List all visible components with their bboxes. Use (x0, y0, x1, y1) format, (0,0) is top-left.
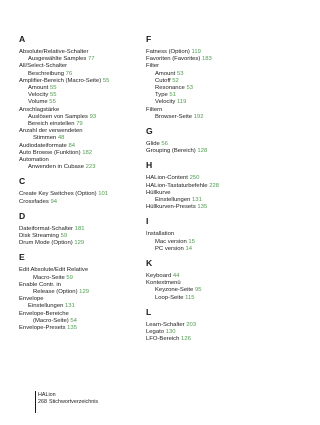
index-page-link[interactable]: 59 (66, 274, 73, 281)
footer-divider (35, 391, 36, 413)
index-subentry (146, 85, 268, 92)
index-subentry (19, 114, 141, 121)
index-entry-text: Filter (146, 63, 160, 70)
index-letter-heading: K (146, 258, 153, 269)
index-entry (19, 157, 141, 164)
index-page-link[interactable]: 183 (201, 56, 212, 63)
index-page-link[interactable]: 203 (186, 321, 197, 328)
index-entry-text: Grouping (Bereich) (146, 148, 196, 155)
index-entry-text: Envelope (19, 296, 44, 303)
index-page-link[interactable]: 130 (165, 329, 176, 336)
index-entry-text: Loop-Seite (155, 294, 184, 301)
index-entry-text: HALion-Content (146, 175, 188, 182)
index-page-link[interactable]: 53 (186, 85, 194, 92)
index-letter-heading: C (19, 176, 26, 187)
index-subentry (146, 78, 268, 85)
index-subentry (19, 303, 141, 310)
index-subentry (146, 99, 268, 106)
index-entry-text: Legato (146, 329, 165, 336)
index-subentry (146, 71, 268, 78)
index-entry-text: Keyzone-Seite (155, 287, 194, 294)
index-page-link[interactable]: 128 (197, 148, 208, 155)
index-entry-text: Audiodateiformate (19, 142, 67, 149)
index-entry-text: Edit Absolute/Edit Relative (19, 267, 89, 274)
index-page-link[interactable]: 56 (161, 141, 168, 148)
index-entry-text: Amount (28, 85, 49, 92)
index-page-link[interactable]: 53 (176, 70, 184, 77)
index-subentry (146, 197, 268, 204)
index-entry (19, 150, 141, 157)
index-entry (146, 148, 268, 155)
index-page-link[interactable]: 119 (191, 49, 201, 55)
index-entry-text: Anzahl der verwendeten (19, 128, 83, 135)
index-entry (19, 233, 141, 240)
index-entry (146, 183, 268, 190)
index-page-link[interactable]: 55 (49, 92, 57, 99)
index-subentry (19, 164, 141, 171)
index-entry-text: Keyboard (146, 273, 172, 280)
index-entry (146, 329, 268, 336)
index-entry-text: Dateiformat-Schalter (19, 225, 74, 232)
index-page-link[interactable]: 129 (74, 240, 85, 247)
index-page-link[interactable]: 131 (192, 197, 202, 204)
index-entry-continuation-text: Release (Option) (33, 289, 78, 296)
index-entry-text: Crossfades (19, 198, 49, 205)
index-page-link[interactable]: 181 (74, 225, 85, 232)
index-subentry (146, 246, 268, 253)
index-subentry (146, 295, 268, 302)
index-entry-text: Anwenden in Cubase (28, 164, 85, 171)
index-entry-text: Envelope-Bereiche (19, 310, 69, 317)
index-entry-continuation (19, 318, 141, 325)
index-page-link[interactable]: 14 (185, 245, 193, 252)
index-entry (146, 273, 268, 280)
index-entry-text: Type (155, 92, 168, 99)
index-entry-text: Automation (19, 157, 49, 164)
index-subentry (19, 85, 141, 92)
index-entry-text: PC version (155, 245, 184, 252)
index-entry-continuation-text: Macro-Seite (33, 274, 65, 281)
index-page-link[interactable]: 48 (57, 135, 65, 142)
index-entry (146, 56, 268, 63)
footer-product: HALion (38, 392, 56, 398)
index-entry-text: LFO-Bereich (146, 336, 180, 343)
index-entry (19, 311, 141, 325)
index-page-link[interactable]: 228 (209, 182, 220, 189)
index-entry (19, 296, 141, 303)
index-entry-text: Volume (28, 99, 48, 106)
index-subentry (146, 92, 268, 99)
index-entry-text: Bereich einstellen (28, 121, 75, 128)
index-entry (146, 49, 268, 56)
index-page-link[interactable]: 59 (60, 233, 68, 240)
index-entry (19, 226, 141, 233)
index-page-link[interactable]: 55 (49, 85, 57, 92)
index-entry-text: Resonance (155, 85, 185, 92)
index-entry-text: Drum Mode (Option) (19, 240, 73, 247)
index-page-link[interactable]: 129 (79, 289, 90, 296)
index-entry-text: Hüllkurven-Presets (146, 204, 196, 211)
index-letter-heading: I (146, 216, 149, 227)
footer-page-number: 268 (38, 399, 47, 405)
index-page-link[interactable]: 84 (68, 142, 76, 149)
index-entry-text: Learn-Schalter (146, 321, 185, 328)
index-column-left (19, 34, 141, 332)
index-page-link[interactable]: 119 (176, 99, 187, 106)
index-letter-heading: F (146, 34, 152, 44)
index-entry (19, 107, 141, 114)
index-entry (146, 280, 268, 287)
page-footer (38, 392, 98, 406)
index-page-link[interactable]: 52 (172, 77, 179, 84)
index-entry-continuation-text: (Macro-Seite) (33, 317, 69, 324)
index-page-link[interactable]: 77 (87, 56, 95, 63)
index-page-link[interactable]: 94 (50, 198, 57, 205)
index-entry (146, 107, 268, 114)
index-page-link[interactable]: 76 (65, 70, 73, 77)
index-entry-text: Filtern (146, 106, 163, 113)
index-entry-text: Envelope-Presets (19, 325, 66, 332)
index-letter-heading: A (19, 34, 26, 44)
index-page-link[interactable]: 79 (76, 121, 83, 128)
index-subentry (146, 239, 268, 246)
index-entry-text: Ausgewählte Samples (28, 56, 87, 63)
index-entry-text: Velocity (155, 99, 176, 106)
index-entry-text: Cutoff (155, 77, 171, 84)
index-entry-text: HALion-Tastaturbefehle (146, 182, 208, 189)
index-entry-continuation-text: Stimmen (33, 135, 57, 142)
index-entry-text: Anschlagstärke (19, 106, 60, 113)
index-entry (19, 191, 141, 198)
index-page-link[interactable]: 54 (70, 317, 77, 324)
index-entry (146, 204, 268, 211)
index-page-link[interactable]: 135 (67, 325, 77, 332)
index-entry-text: Auto Browse (Funktion) (19, 149, 81, 156)
index-subentry (146, 287, 268, 294)
index-entry (19, 49, 141, 56)
index-entry-text: Glide (146, 141, 160, 148)
index-entry-text: Disk Streaming (19, 233, 59, 240)
index-page-link[interactable]: 51 (169, 92, 176, 99)
index-subentry (19, 71, 141, 78)
index-page-link[interactable]: 15 (188, 238, 195, 245)
index-entry (19, 143, 141, 150)
index-page-link[interactable]: 101 (98, 191, 109, 198)
index-page-link[interactable]: 131 (65, 303, 75, 310)
index-entry (19, 128, 141, 142)
index-page-link[interactable]: 115 (185, 294, 195, 301)
index-entry (19, 267, 141, 281)
footer-section-title: Stichwortverzeichnis (49, 399, 99, 405)
index-entry (19, 63, 141, 70)
index-page-link[interactable]: 192 (193, 113, 204, 120)
index-entry (146, 190, 268, 197)
index-letter-heading: E (19, 252, 25, 263)
index-entry-continuation (19, 289, 141, 296)
index-page-link[interactable]: 250 (189, 175, 200, 182)
index-letter-heading: H (146, 160, 153, 171)
index-entry (146, 175, 268, 182)
index-entry-continuation (19, 135, 141, 142)
index-entry-text: Einstellungen (155, 197, 191, 204)
index-entry (19, 240, 141, 247)
index-entry (19, 325, 141, 332)
index-entry (19, 78, 141, 85)
index-entry-text: Installation (146, 231, 175, 238)
index-entry-text: Kontextmenü (146, 280, 181, 287)
index-letter-heading: L (146, 306, 152, 317)
index-entry (146, 336, 268, 343)
index-page-link[interactable]: 55 (49, 99, 56, 106)
index-entry-text: Absolute/Relative-Schalter (19, 49, 89, 55)
index-page-link[interactable]: 135 (197, 204, 208, 211)
index-entry-text: Fatness (Option) (146, 49, 190, 55)
index-page-link[interactable]: 182 (82, 149, 93, 156)
index-entry (146, 63, 268, 70)
index-page-link[interactable]: 44 (172, 273, 180, 280)
index-entry-text: Amount (155, 70, 176, 77)
index-entry-text: All/Select-Schalter (19, 63, 68, 70)
index-entry-text: Favoriten (Favorites) (146, 56, 201, 63)
index-entry-continuation (19, 275, 141, 282)
index-entry-text: Amplifier-Bereich (Macro-Seite) (19, 77, 102, 84)
index-entry-text: Create Key Switches (Option) (19, 191, 97, 198)
index-subentry (146, 114, 268, 121)
index-entry-text: Velocity (28, 92, 49, 99)
index-entry-text: Enable Contr. in (19, 281, 61, 288)
index-entry (146, 231, 268, 238)
index-page-link[interactable]: 95 (194, 287, 202, 294)
index-entry-text: Browser-Seite (155, 113, 192, 120)
index-page-link[interactable]: 93 (89, 113, 97, 120)
index-entry-text: Hüllkurve (146, 189, 171, 196)
index-entry-text: Beschreibung (28, 70, 65, 77)
index-entry-text: Mac version (155, 238, 187, 245)
index-entry (146, 322, 268, 329)
index-subentry (19, 99, 141, 106)
index-entry (19, 199, 141, 206)
index-entry-text: Einstellungen (28, 303, 64, 310)
index-subentry (19, 121, 141, 128)
index-subentry (19, 92, 141, 99)
index-entry-text: Auslösen von Samples (28, 113, 88, 120)
index-subentry (19, 56, 141, 63)
index-entry (19, 282, 141, 296)
index-column-right (146, 34, 268, 343)
index-page-link[interactable]: 55 (102, 77, 110, 84)
index-letter-heading: D (19, 210, 26, 221)
index-letter-heading: G (146, 126, 153, 137)
index-entry (146, 141, 268, 148)
index-page-link[interactable]: 126 (181, 336, 191, 343)
index-page-link[interactable]: 223 (85, 164, 96, 171)
